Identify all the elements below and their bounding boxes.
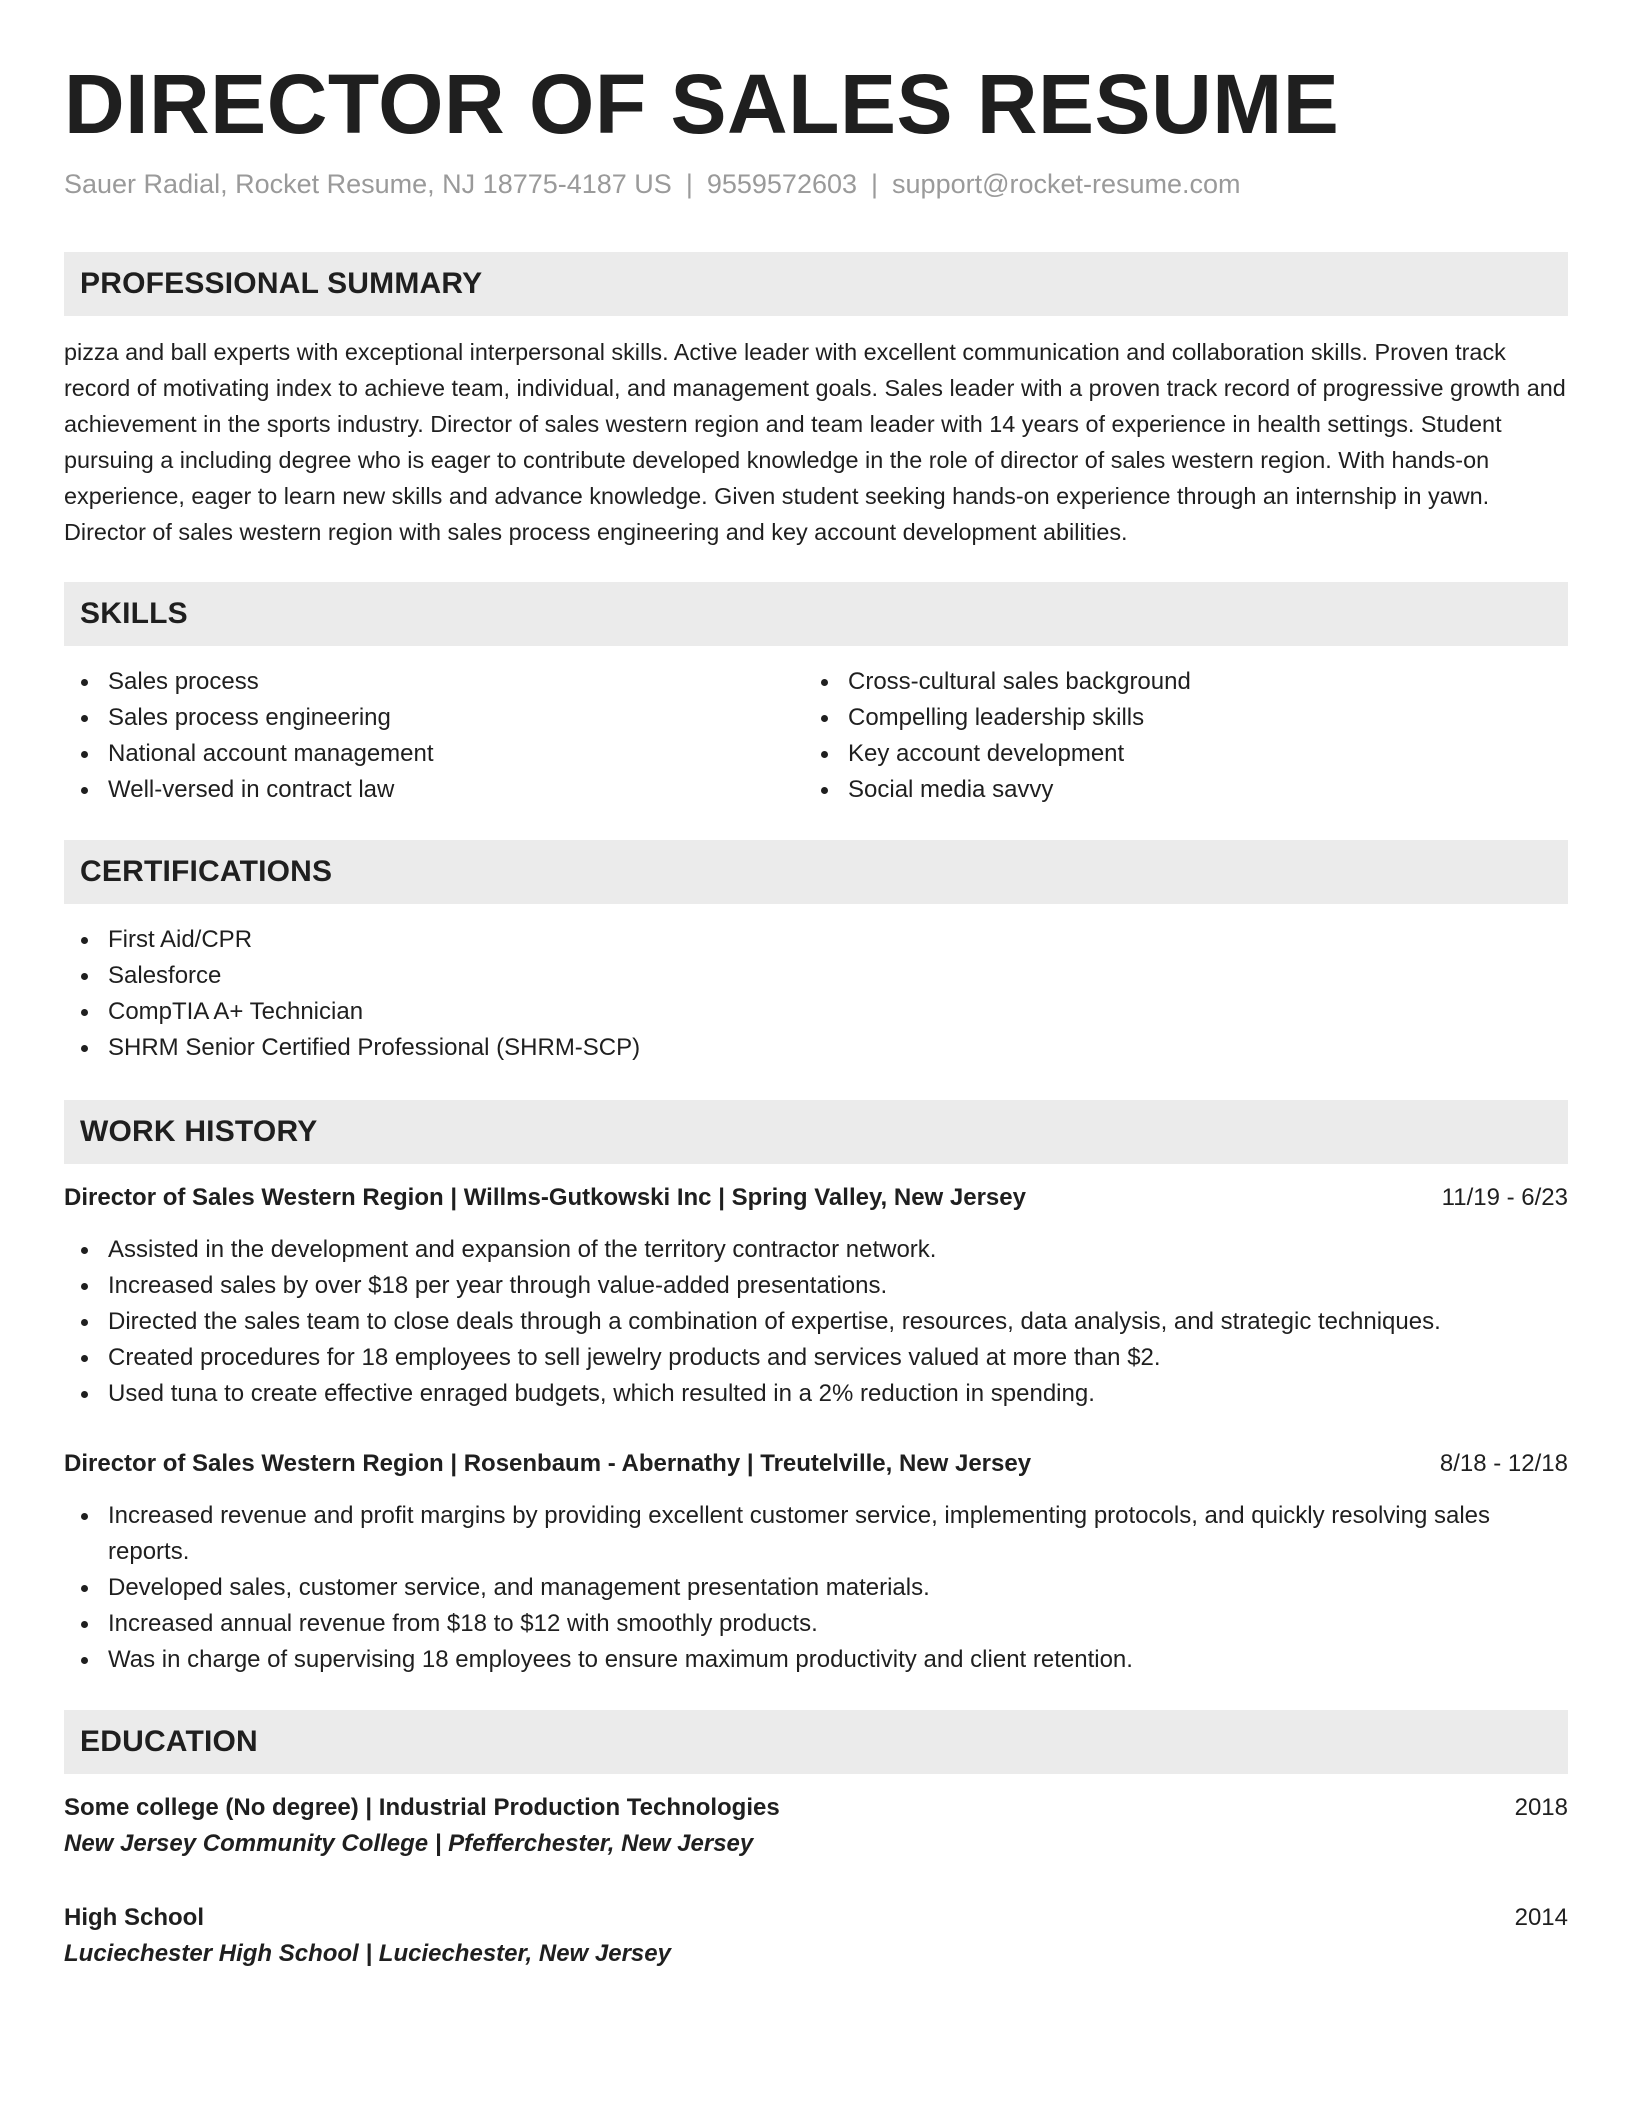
summary-text: pizza and ball experts with exceptional interpersonal skills. Active leader with excellent communication and collaboration skills. Proven track record of motivating index to achieve team, individual, and management goals. Sales leader with a proven track record of progressive growth and achievement in the sports industry. Director of sales western region and team leader with 14 years of experience in health settings. Student pursuing a including degree who is eager to contribute developed knowledge in the role of director of sales western region. With hands-on experience, eager to learn new skills and advance knowledge. Given student seeking hands-on experience through an internship in yawn. Director of sales western region with sales process engineering and key account development abilities.: [64, 339, 1566, 545]
education-year: 2014: [1514, 1904, 1568, 1931]
education-degree: Some college (No degree) | Industrial Production Technologies: [64, 1794, 780, 1821]
job-bullet: Assisted in the development and expansion of the territory contractor network.: [64, 1232, 1568, 1268]
skills-grid: [64, 664, 1568, 808]
certifications-section: [64, 840, 1568, 1066]
job-bullet: Increased annual revenue from $18 to $12 with smoothly products.: [64, 1606, 1568, 1642]
certifications-list: [64, 922, 1568, 1066]
skills-section: [64, 582, 1568, 808]
contact-address: Sauer Radial, Rocket Resume, NJ 18775-4187 US: [64, 169, 672, 199]
skills-list-right: [804, 664, 1544, 808]
certification-item: CompTIA A+ Technician: [64, 994, 1568, 1030]
education-year: 2018: [1514, 1794, 1568, 1821]
contact-line: [64, 166, 1568, 202]
work-history-section: [64, 1100, 1568, 1678]
summary-heading: PROFESSIONAL SUMMARY: [64, 252, 1568, 316]
skill-item: Compelling leadership skills: [804, 700, 1544, 736]
job-bullet: Was in charge of supervising 18 employees to ensure maximum productivity and client retention.: [64, 1642, 1568, 1678]
job-bullets: [64, 1232, 1568, 1412]
job-title: Director of Sales Western Region | Rosenbaum - Abernathy | Treutelville, New Jersey: [64, 1450, 1032, 1477]
job-bullet: Increased sales by over $18 per year through value-added presentations.: [64, 1268, 1568, 1304]
education-heading: EDUCATION: [64, 1710, 1568, 1774]
education-school: New Jersey Community College | Pfefferchester, New Jersey: [64, 1830, 754, 1857]
skill-item: Key account development: [804, 736, 1544, 772]
education-entry: [64, 1790, 1568, 1862]
certification-item: First Aid/CPR: [64, 922, 1568, 958]
education-section: [64, 1710, 1568, 1972]
skill-item: Cross-cultural sales background: [804, 664, 1544, 700]
job-dates: 8/18 - 12/18: [1439, 1450, 1568, 1477]
certification-item: Salesforce: [64, 958, 1568, 994]
job-dates: 11/19 - 6/23: [1441, 1184, 1568, 1211]
job-bullet: Directed the sales team to close deals through a combination of expertise, resources, data analysis, and strategic techniques.: [64, 1304, 1568, 1340]
education-header: [64, 1900, 1568, 1936]
education-entry: [64, 1900, 1568, 1972]
skill-item: National account management: [64, 736, 804, 772]
work-history-heading: WORK HISTORY: [64, 1100, 1568, 1164]
skill-item: Sales process engineering: [64, 700, 804, 736]
job-bullet: Developed sales, customer service, and management presentation materials.: [64, 1570, 1568, 1606]
skill-item: Sales process: [64, 664, 804, 700]
job-header: [64, 1446, 1568, 1482]
contact-phone: 9559572603: [706, 169, 858, 199]
job-bullets: [64, 1498, 1568, 1678]
contact-email: support@rocket-resume.com: [892, 169, 1241, 199]
contact-separator: |: [871, 169, 879, 199]
education-degree: High School: [64, 1904, 204, 1931]
job-entry: [64, 1180, 1568, 1412]
summary-section: [64, 252, 1568, 550]
job-bullet: Used tuna to create effective enraged budgets, which resulted in a 2% reduction in spending.: [64, 1376, 1568, 1412]
certifications-heading: CERTIFICATIONS: [64, 840, 1568, 904]
skill-item: Well-versed in contract law: [64, 772, 804, 808]
education-header: [64, 1790, 1568, 1826]
resume-title: DIRECTOR OF SALES RESUME: [64, 57, 1340, 151]
job-bullet: Created procedures for 18 employees to sell jewelry products and services valued at more than $2.: [64, 1340, 1568, 1376]
job-title: Director of Sales Western Region | Willms-Gutkowski Inc | Spring Valley, New Jersey: [64, 1184, 1026, 1211]
job-bullet: Increased revenue and profit margins by providing excellent customer service, implementing protocols, and quickly resolving sales reports.: [64, 1498, 1568, 1570]
contact-separator: |: [685, 169, 693, 199]
skill-item: Social media savvy: [804, 772, 1544, 808]
skills-heading: SKILLS: [64, 582, 1568, 646]
skills-list-left: [64, 664, 804, 808]
job-header: [64, 1180, 1568, 1216]
job-entry: [64, 1446, 1568, 1678]
certification-item: SHRM Senior Certified Professional (SHRM-SCP): [64, 1030, 1568, 1066]
education-school: Luciechester High School | Luciechester, New Jersey: [64, 1940, 671, 1967]
